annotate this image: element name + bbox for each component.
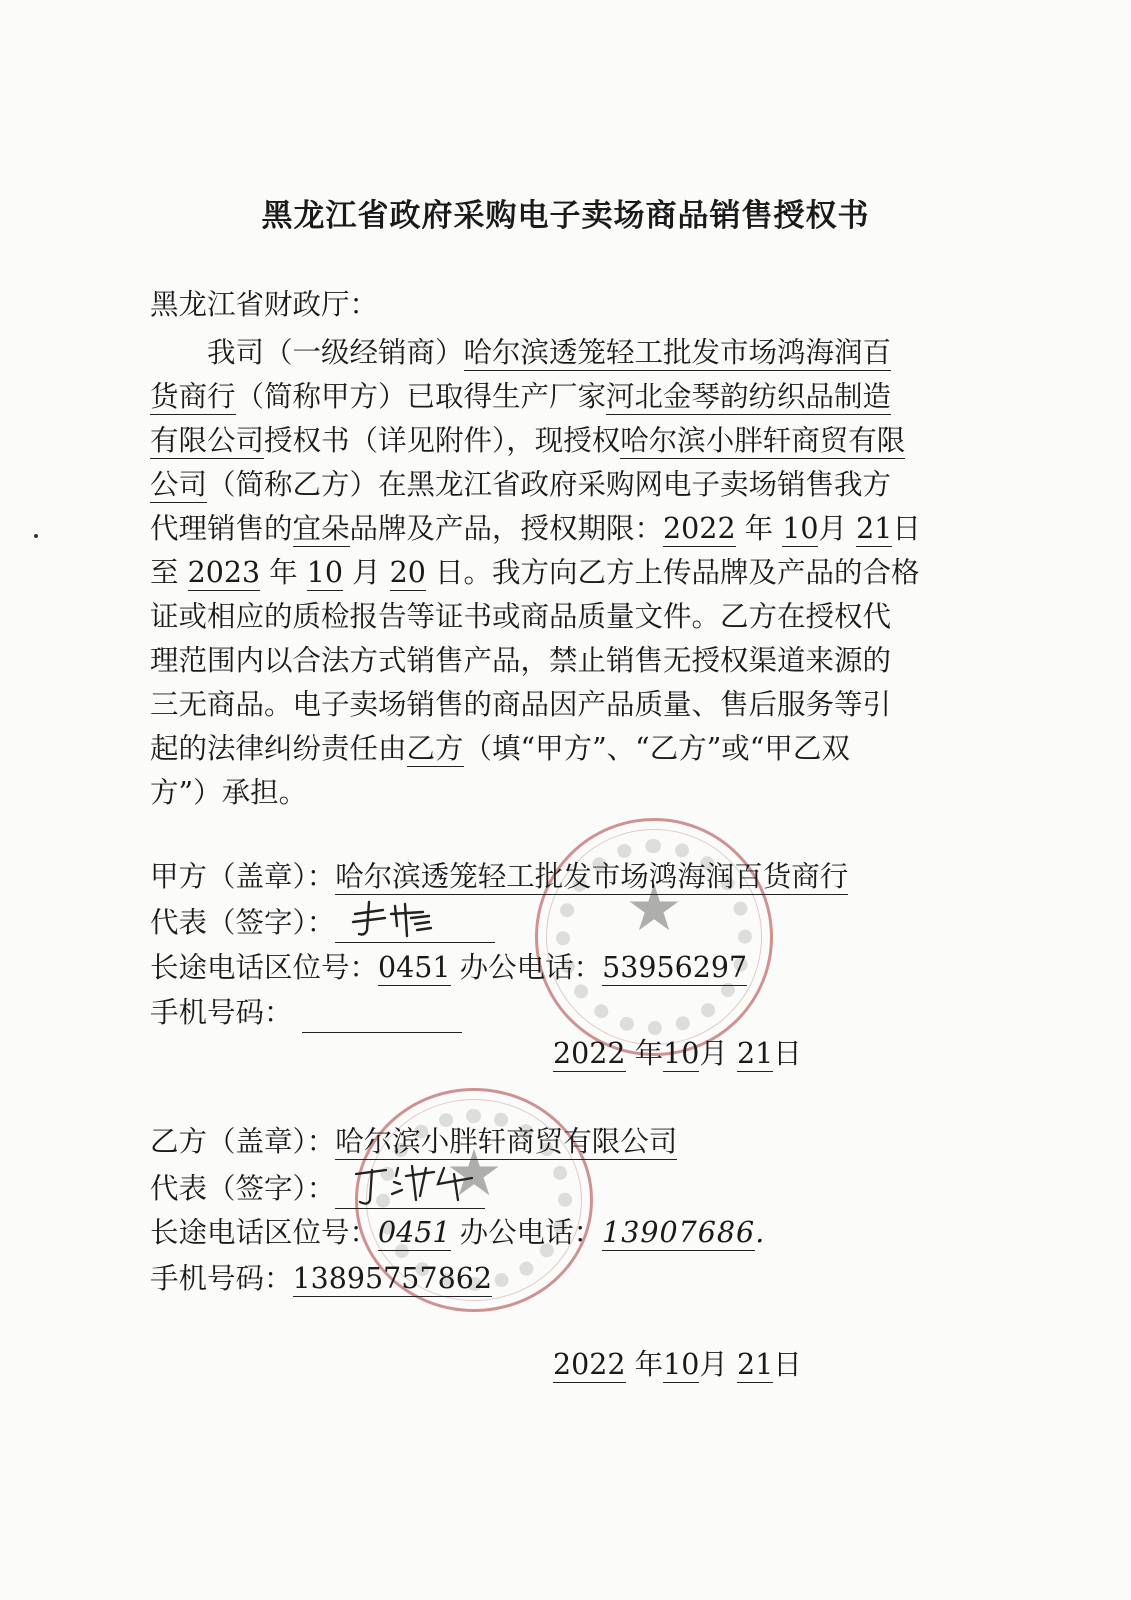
dealer-a-name-tail: 货商行 [150,380,236,413]
body-line-3 [150,421,905,461]
party-b-mobile-label: 手机号码： [150,1262,293,1295]
scan-speck [34,534,38,538]
party-b-name: 哈尔滨小胖轩商贸有限公司 [335,1125,678,1158]
party-a-phone-row [150,948,747,988]
party-b-seal-label: 乙方（盖章）： [150,1125,336,1158]
end-year: 2023 [187,556,261,589]
party-a-mobile-line [302,1002,462,1033]
party-a-area-code-label: 长途电话区位号： [150,951,379,984]
start-month: 10 [782,512,819,545]
seal-star-icon: ★ [445,1136,503,1211]
party-b-seal-row [150,1122,677,1162]
body-text: 我司（一级经销商） [207,336,464,369]
body-line-2 [150,377,891,417]
party-a-area-code: 0451 [378,951,451,984]
body-line-7 [150,597,891,637]
brand-name: 宜朵 [292,512,350,545]
body-text: （简称乙方）在黑龙江省政府采购网电子卖场销售我方 [207,468,892,501]
month-char: 月 [699,1348,728,1381]
body-line-4 [150,465,891,505]
party-a-date-year: 2022 [553,1037,626,1070]
start-year: 2022 [663,512,736,545]
body-text: 三无商品。电子卖场销售的商品因产品质量、售后服务等引 [150,688,892,721]
party-a-date [553,1034,802,1074]
party-a-mobile-label: 手机号码： [150,996,293,1029]
party-b-mobile-row [150,1259,492,1299]
manufacturer-name: 河北金琴韵纺织品制造 [606,380,892,413]
body-text: 日。我方向乙方上传品牌及产品的合格 [434,556,920,589]
dealer-a-name: 哈尔滨透笼轻工批发市场鸿海润百 [463,336,892,369]
party-b-date-day: 21 [736,1348,774,1381]
body-line-11 [150,773,307,813]
end-day: 20 [389,556,426,589]
liability-party: 乙方 [406,732,464,765]
year-char: 年 [269,556,298,589]
month-char: 月 [699,1037,728,1070]
start-day: 21 [856,512,893,545]
end-month: 10 [306,556,344,589]
year-char: 年 [634,1037,664,1070]
party-a-office-label: 办公电话： [459,951,603,984]
party-b-office-label: 办公电话： [459,1216,603,1249]
addressee-text: 黑龙江省财政厅： [150,288,379,321]
day-char: 日 [773,1348,802,1381]
body-text: （填“甲方”、“乙方”或“甲乙双 [463,732,850,765]
body-line-1 [207,333,891,373]
body-line-5 [150,509,921,549]
party-b-phone-row: 长途电话区位号：0451 办公电话：13907686. [150,1216,765,1249]
party-a-date-month: 10 [663,1037,700,1070]
party-a-rep-label: 代表（签字）： [150,906,336,939]
dealer-b-name: 哈尔滨小胖轩商贸有限 [620,424,906,457]
party-b-date [553,1345,802,1385]
party-b-area-code-label: 长途电话区位号： [150,1216,379,1249]
year-char: 年 [744,512,774,545]
party-b-area-code: 0451 [378,1216,451,1249]
party-b-signature [350,1160,480,1208]
party-a-signature [345,896,435,942]
party-a-date-day: 21 [736,1037,774,1070]
day-char: 日 [773,1037,802,1070]
year-char: 年 [634,1348,664,1381]
body-text: 起的法律纠纷责任由 [150,732,407,765]
body-line-8 [150,641,891,681]
manufacturer-name-tail: 有限公司 [150,424,265,457]
body-text: 至 [150,556,179,589]
body-text: 代理销售的 [150,512,293,545]
party-b-rep-label: 代表（签字）： [150,1172,336,1205]
party-a-office-phone: 53956297 [602,951,748,984]
month-char: 月 [352,556,381,589]
body-text: 授权书（详见附件），现授权 [264,424,621,457]
body-line-10 [150,729,850,769]
party-b-date-month: 10 [663,1348,700,1381]
party-a-seal-row [150,857,848,897]
party-a-name: 哈尔滨透笼轻工批发市场鸿海润百货商行 [335,860,849,893]
party-b-mobile: 13895757862 [292,1262,492,1295]
party-b-date-year: 2022 [553,1348,626,1381]
party-a-seal [535,818,773,1056]
seal-star-icon: ★ [625,872,683,947]
dealer-b-name-tail: 公司 [150,468,208,501]
document-title: 黑龙江省政府采购电子卖场商品销售授权书 [261,198,870,234]
day-char: 日 [892,512,921,545]
body-text: 方”）承担。 [150,776,308,809]
body-line-9 [150,685,891,725]
party-a-mobile-row [150,993,462,1033]
body-text: （简称甲方）已取得生产厂家 [235,380,607,413]
body-text: 品牌及产品，授权期限： [349,512,664,545]
body-text: 证或相应的质检报告等证书或商品质量文件。乙方在授权代 [150,600,892,633]
body-text: 理范围内以合法方式销售产品，禁止销售无授权渠道来源的 [150,644,892,677]
party-a-rep-row [150,903,495,943]
addressee [150,285,378,325]
party-a-seal-label: 甲方（盖章）： [150,860,336,893]
party-b-office-phone: 13907686 [602,1216,756,1249]
body-line-6 [150,553,920,593]
month-char: 月 [818,512,847,545]
